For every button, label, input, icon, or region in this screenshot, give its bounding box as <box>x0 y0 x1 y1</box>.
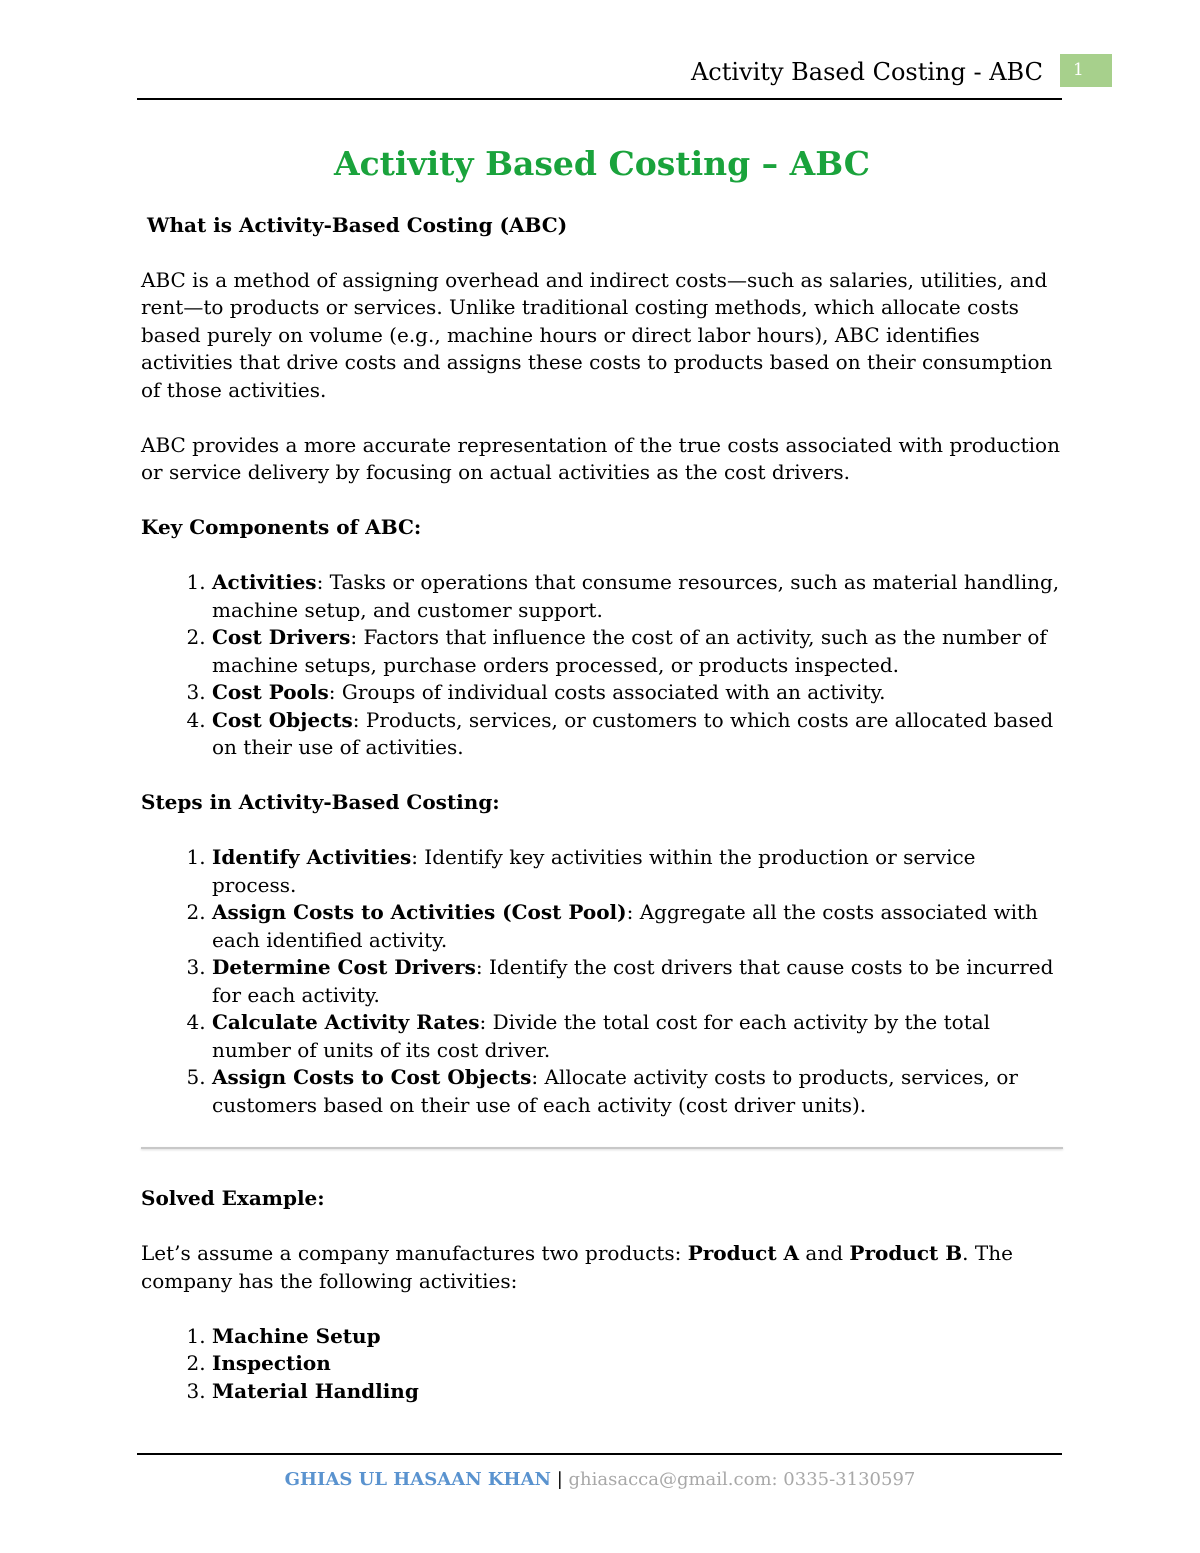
activity-name: Material Handling <box>212 1378 419 1403</box>
list-item <box>212 1323 1063 1351</box>
list-item-term: Calculate Activity Rates <box>212 1010 480 1034</box>
list-item <box>212 569 1063 624</box>
list-item-text: : Divide the total cost for each activity by the total number of units of its cost driver. <box>212 1010 991 1062</box>
footer-divider <box>137 1453 1062 1455</box>
list-item-text: : Groups of individual costs associated with an activity. <box>328 680 886 704</box>
activity-name: Inspection <box>212 1351 331 1375</box>
list-item <box>212 1350 1063 1378</box>
components-heading: Key Components of ABC: <box>141 515 422 539</box>
intro-paragraph: ABC is a method of assigning overhead and indirect costs—such as salaries, utilities, and rent—to products or services. Unlike traditional costing methods, which allocate costs based purely on volume (e.g., machine hours or direct labor hours), ABC identifies activities that drive costs and assigns these costs to products based on their consumption of those activities. <box>141 267 1053 402</box>
components-list <box>141 569 1063 762</box>
list-item-term: Cost Pools <box>212 680 329 704</box>
list-item-term: Activities <box>212 570 317 594</box>
list-item-text: : Allocate activity costs to products, services, or customers based on their use of each activity (cost driver units). <box>212 1065 1018 1117</box>
list-item <box>212 707 1063 762</box>
list-item-text: : Identify key activities within the production or service process. <box>212 845 976 897</box>
product-a-label: Product A <box>687 1241 800 1265</box>
author-contact: ghiasacca@gmail.com: 0335-3130597 <box>568 1469 916 1490</box>
steps-heading: Steps in Activity-Based Costing: <box>141 790 500 814</box>
header-divider <box>137 98 1062 100</box>
list-item-term: Cost Objects <box>212 707 353 732</box>
list-item-term: Determine Cost Drivers <box>212 955 476 979</box>
example-activities-list <box>141 1323 1063 1406</box>
list-item <box>212 624 1063 679</box>
list-item-term: Cost Drivers <box>212 625 351 649</box>
page-title: Activity Based Costing – ABC <box>333 144 871 183</box>
author-name: GHIAS UL HASAAN KHAN <box>284 1469 551 1490</box>
steps-list <box>141 844 1063 1119</box>
list-item-term: Assign Costs to Cost Objects <box>212 1065 532 1089</box>
section-subtitle: What is Activity-Based Costing (ABC) <box>147 213 568 237</box>
accuracy-paragraph: ABC provides a more accurate representation of the true costs associated with production or service delivery by focusing on actual activities as the cost drivers. <box>141 432 1060 484</box>
footer-separator: | <box>550 1469 569 1490</box>
list-item <box>212 954 1063 1009</box>
example-intro-and: and <box>799 1241 850 1265</box>
list-item-text: : Factors that influence the cost of an activity, such as the number of machine setups, purchase orders processed, or products inspected. <box>212 625 1047 677</box>
list-item-text: : Aggregate all the costs associated with each identified activity. <box>212 900 1038 952</box>
activity-name: Machine Setup <box>212 1323 381 1348</box>
list-item <box>212 1064 1063 1119</box>
product-b-label: Product B <box>849 1241 963 1265</box>
list-item <box>212 844 1063 899</box>
page-content <box>141 142 1063 1433</box>
list-item <box>212 1009 1063 1064</box>
list-item-text: : Tasks or operations that consume resources, such as material handling, machine setup, and customer support. <box>212 570 1060 622</box>
example-intro-end: . The company has the following activities: <box>141 1241 1013 1293</box>
example-heading: Solved Example: <box>141 1186 325 1210</box>
section-separator <box>141 1147 1063 1149</box>
list-item-text: : Products, services, or customers to which costs are allocated based on their use of activities. <box>212 707 1054 759</box>
list-item <box>212 899 1063 954</box>
example-intro-start: Let’s assume a company manufactures two products: <box>141 1241 688 1265</box>
list-item-term: Assign Costs to Activities (Cost Pool) <box>212 900 627 924</box>
page-number-badge: 1 <box>1060 54 1112 87</box>
list-item <box>212 679 1063 707</box>
example-intro <box>141 1240 1063 1295</box>
header-title: Activity Based Costing - ABC <box>690 58 1043 86</box>
list-item-text: : Identify the cost drivers that cause costs to be incurred for each activity. <box>212 955 1054 1007</box>
list-item <box>212 1378 1063 1406</box>
list-item-term: Identify Activities <box>212 845 412 869</box>
footer <box>0 1466 1200 1494</box>
